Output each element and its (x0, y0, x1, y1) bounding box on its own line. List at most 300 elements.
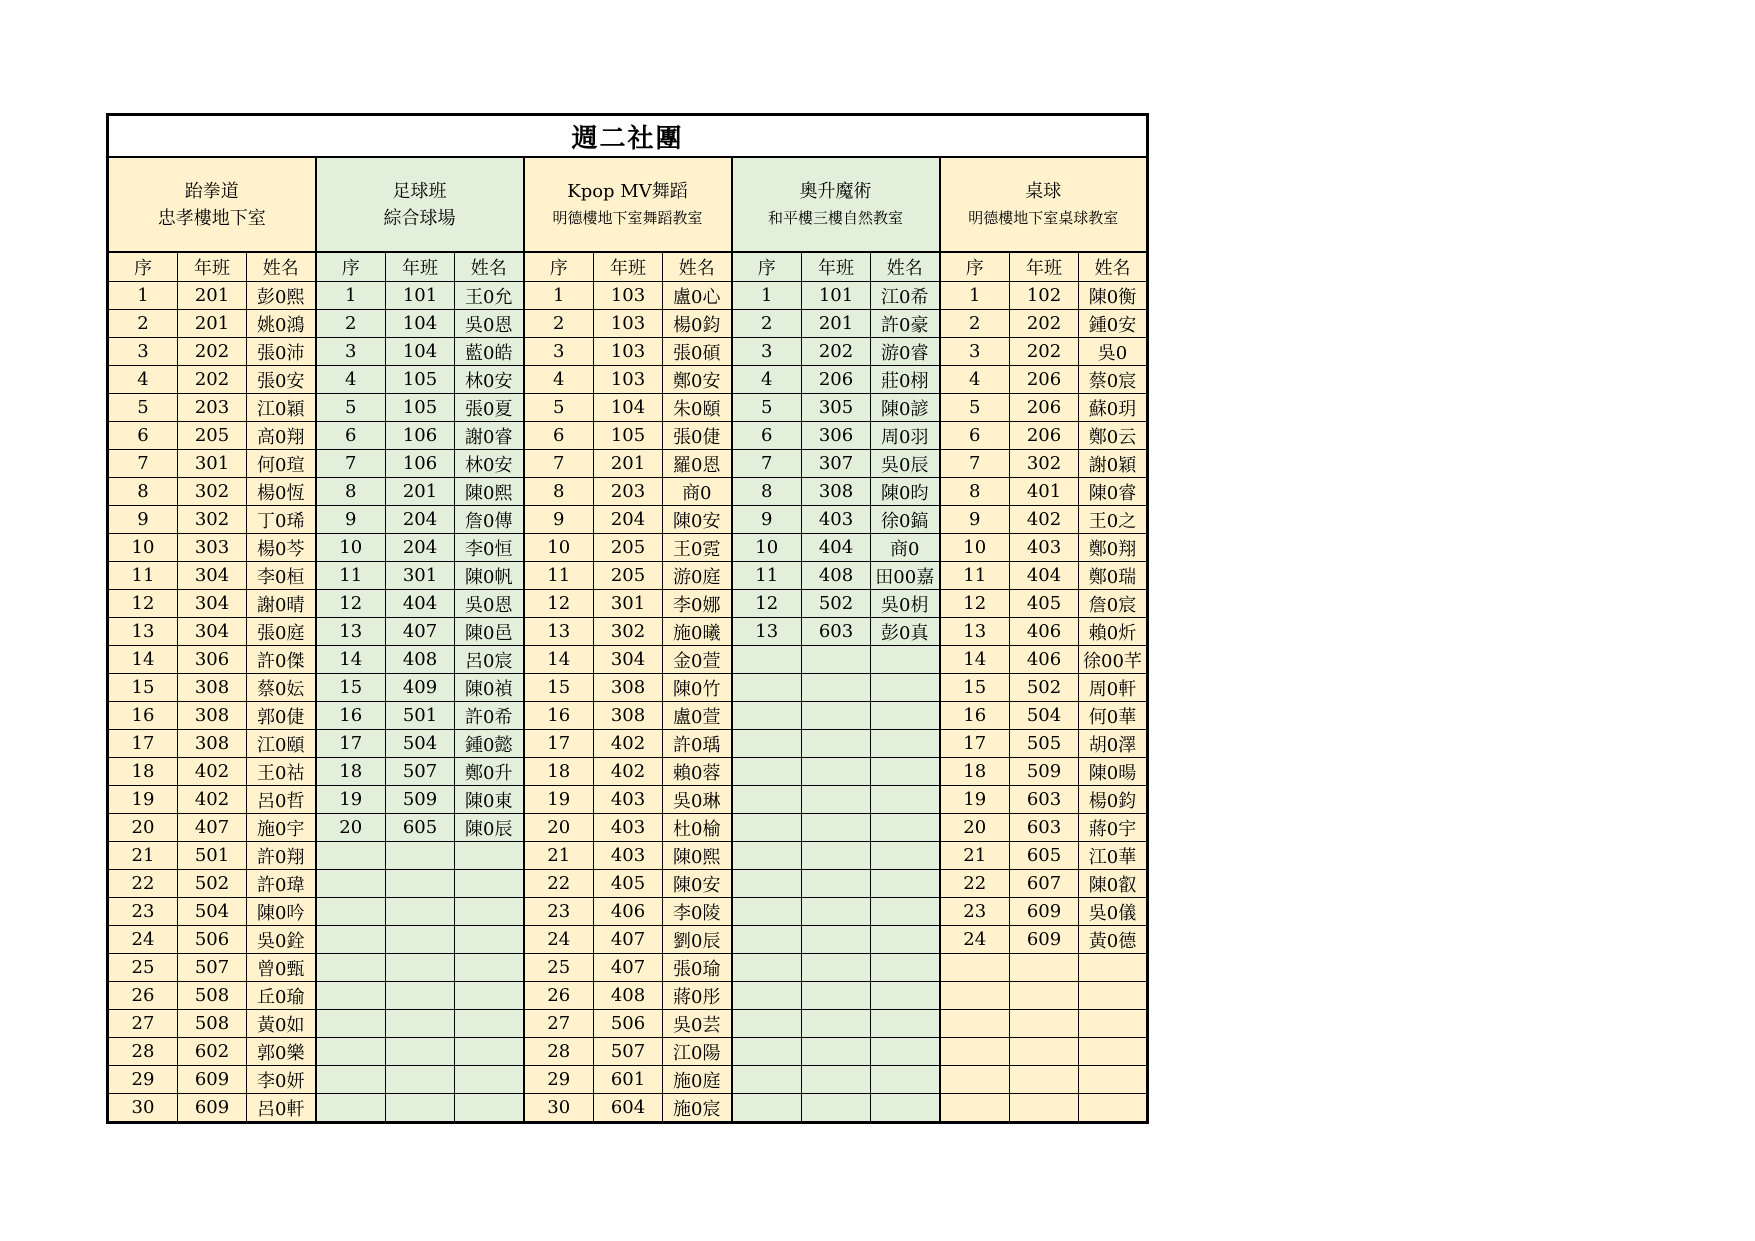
seq-cell: 11 (524, 562, 594, 590)
class-cell: 304 (178, 562, 247, 590)
class-cell: 402 (1010, 506, 1079, 534)
name-cell: 江0陽 (663, 1038, 732, 1066)
seq-cell (732, 982, 802, 1010)
name-cell (1079, 1094, 1148, 1123)
class-cell: 403 (594, 842, 663, 870)
class-cell: 301 (178, 450, 247, 478)
name-cell: 陳0熙 (455, 478, 524, 506)
seq-cell (940, 1010, 1010, 1038)
class-cell: 206 (1010, 422, 1079, 450)
name-cell: 郭0樂 (247, 1038, 316, 1066)
name-cell: 吳0辰 (871, 450, 940, 478)
class-cell: 601 (594, 1066, 663, 1094)
seq-cell: 12 (940, 590, 1010, 618)
name-cell: 羅0恩 (663, 450, 732, 478)
club-location: 綜合球場 (383, 207, 456, 229)
name-cell: 盧0心 (663, 282, 732, 310)
class-cell: 104 (386, 310, 455, 338)
name-cell: 徐00芊 (1079, 646, 1148, 674)
class-cell: 407 (386, 618, 455, 646)
name-cell: 商0 (871, 534, 940, 562)
seq-cell: 9 (524, 506, 594, 534)
seq-cell: 2 (108, 310, 178, 338)
class-cell: 406 (1010, 618, 1079, 646)
class-cell: 502 (1010, 674, 1079, 702)
seq-cell: 23 (524, 898, 594, 926)
club-name: 跆拳道 (184, 180, 239, 202)
seq-cell (732, 926, 802, 954)
name-cell: 劉0辰 (663, 926, 732, 954)
name-cell (1079, 1038, 1148, 1066)
seq-cell: 20 (316, 814, 386, 842)
class-cell: 402 (178, 758, 247, 786)
club-name: 桌球 (1025, 180, 1062, 202)
seq-cell (316, 898, 386, 926)
club-header (524, 157, 732, 252)
table-row (108, 674, 1148, 702)
class-cell (1010, 982, 1079, 1010)
seq-cell (732, 954, 802, 982)
class-cell: 204 (594, 506, 663, 534)
seq-cell: 25 (108, 954, 178, 982)
column-header: 序 (732, 252, 802, 282)
table-row (108, 534, 1148, 562)
seq-cell: 29 (108, 1066, 178, 1094)
name-cell (455, 954, 524, 982)
class-cell: 402 (594, 758, 663, 786)
class-cell: 106 (386, 422, 455, 450)
class-cell: 204 (386, 534, 455, 562)
name-cell: 吳0枂 (871, 590, 940, 618)
seq-cell: 10 (732, 534, 802, 562)
name-cell: 楊0鈞 (1079, 786, 1148, 814)
class-cell (1010, 1038, 1079, 1066)
class-cell: 509 (1010, 758, 1079, 786)
class-cell: 504 (1010, 702, 1079, 730)
name-cell: 丁0琋 (247, 506, 316, 534)
seq-cell: 18 (524, 758, 594, 786)
seq-cell: 8 (940, 478, 1010, 506)
class-cell: 603 (1010, 786, 1079, 814)
seq-cell: 9 (316, 506, 386, 534)
seq-cell: 21 (524, 842, 594, 870)
seq-cell: 11 (316, 562, 386, 590)
seq-cell (732, 898, 802, 926)
seq-cell: 5 (732, 394, 802, 422)
table-row (108, 394, 1148, 422)
seq-cell: 2 (316, 310, 386, 338)
class-cell: 504 (178, 898, 247, 926)
name-cell (871, 842, 940, 870)
class-cell: 403 (802, 506, 871, 534)
table-row (108, 1094, 1148, 1123)
class-cell (1010, 954, 1079, 982)
name-cell (871, 1010, 940, 1038)
name-cell: 施0宇 (247, 814, 316, 842)
class-cell: 202 (178, 338, 247, 366)
seq-cell: 6 (524, 422, 594, 450)
seq-cell: 2 (940, 310, 1010, 338)
name-cell: 林0安 (455, 366, 524, 394)
class-cell (802, 702, 871, 730)
name-cell: 鄭0安 (663, 366, 732, 394)
seq-cell: 6 (316, 422, 386, 450)
class-cell: 308 (594, 702, 663, 730)
class-cell: 103 (594, 282, 663, 310)
class-cell (802, 758, 871, 786)
seq-cell: 3 (524, 338, 594, 366)
column-header: 年班 (802, 252, 871, 282)
class-cell: 306 (802, 422, 871, 450)
seq-cell (732, 646, 802, 674)
class-cell: 103 (594, 366, 663, 394)
name-cell: 蔣0宇 (1079, 814, 1148, 842)
seq-cell (732, 1066, 802, 1094)
class-cell (802, 870, 871, 898)
seq-cell: 12 (524, 590, 594, 618)
class-cell: 302 (1010, 450, 1079, 478)
seq-cell: 6 (732, 422, 802, 450)
name-cell: 陳0睿 (1079, 478, 1148, 506)
table-row (108, 758, 1148, 786)
seq-cell: 17 (316, 730, 386, 758)
name-cell: 楊0恆 (247, 478, 316, 506)
name-cell: 賴0炘 (1079, 618, 1148, 646)
class-cell: 508 (178, 1010, 247, 1038)
seq-cell: 25 (524, 954, 594, 982)
class-cell: 607 (1010, 870, 1079, 898)
name-cell (1079, 954, 1148, 982)
class-cell (386, 1094, 455, 1123)
class-cell (386, 870, 455, 898)
seq-cell: 19 (108, 786, 178, 814)
name-cell: 許0傑 (247, 646, 316, 674)
class-cell: 302 (178, 506, 247, 534)
name-cell (871, 674, 940, 702)
class-cell (802, 1038, 871, 1066)
table-row (108, 702, 1148, 730)
table-row (108, 1066, 1148, 1094)
column-header: 年班 (1010, 252, 1079, 282)
name-cell (455, 926, 524, 954)
seq-cell: 23 (108, 898, 178, 926)
club-location: 和平樓三樓自然教室 (767, 208, 903, 227)
seq-cell (316, 870, 386, 898)
class-cell: 102 (1010, 282, 1079, 310)
class-cell: 201 (178, 282, 247, 310)
name-cell: 王0霓 (663, 534, 732, 562)
class-cell: 609 (1010, 926, 1079, 954)
club-location: 明德樓地下室舞蹈教室 (552, 208, 703, 227)
name-cell: 許0翔 (247, 842, 316, 870)
seq-cell (316, 1066, 386, 1094)
class-cell: 202 (1010, 338, 1079, 366)
class-cell (802, 954, 871, 982)
class-cell: 508 (178, 982, 247, 1010)
table-row (108, 366, 1148, 394)
name-cell: 王0祜 (247, 758, 316, 786)
class-cell (802, 646, 871, 674)
name-cell: 許0希 (455, 702, 524, 730)
class-cell: 105 (386, 366, 455, 394)
club-header-row (108, 157, 1148, 252)
class-cell (1010, 1094, 1079, 1123)
name-cell: 商0 (663, 478, 732, 506)
name-cell: 姚0鴻 (247, 310, 316, 338)
seq-cell: 9 (108, 506, 178, 534)
seq-cell: 12 (732, 590, 802, 618)
name-cell: 鄭0翔 (1079, 534, 1148, 562)
name-cell (871, 926, 940, 954)
class-cell: 605 (386, 814, 455, 842)
column-header: 姓名 (247, 252, 316, 282)
name-cell (455, 1010, 524, 1038)
seq-cell: 26 (524, 982, 594, 1010)
name-cell: 莊0栩 (871, 366, 940, 394)
name-cell (871, 982, 940, 1010)
name-cell: 鄭0升 (455, 758, 524, 786)
club-roster-table (106, 113, 1149, 1124)
class-cell: 303 (178, 534, 247, 562)
name-cell: 陳0東 (455, 786, 524, 814)
class-cell: 609 (178, 1094, 247, 1123)
seq-cell: 4 (108, 366, 178, 394)
seq-cell: 30 (108, 1094, 178, 1123)
column-header: 序 (524, 252, 594, 282)
name-cell: 江0穎 (247, 394, 316, 422)
class-cell: 402 (594, 730, 663, 758)
class-cell: 305 (802, 394, 871, 422)
class-cell: 505 (1010, 730, 1079, 758)
name-cell: 李0妍 (247, 1066, 316, 1094)
class-cell: 506 (594, 1010, 663, 1038)
table-row (108, 282, 1148, 310)
name-cell (871, 646, 940, 674)
table-row (108, 646, 1148, 674)
class-cell (802, 1010, 871, 1038)
seq-cell: 15 (108, 674, 178, 702)
class-cell: 104 (594, 394, 663, 422)
name-cell: 金0萱 (663, 646, 732, 674)
name-cell: 朱0頤 (663, 394, 732, 422)
class-cell: 302 (178, 478, 247, 506)
seq-cell (316, 1010, 386, 1038)
seq-cell: 21 (108, 842, 178, 870)
class-cell: 104 (386, 338, 455, 366)
seq-cell: 18 (940, 758, 1010, 786)
club-location: 明德樓地下室桌球教室 (968, 208, 1119, 227)
column-header: 姓名 (1079, 252, 1148, 282)
club-name: Kpop MV舞蹈 (567, 180, 688, 202)
class-cell: 301 (386, 562, 455, 590)
name-cell (455, 1038, 524, 1066)
name-cell: 李0娜 (663, 590, 732, 618)
class-cell: 507 (386, 758, 455, 786)
column-header: 姓名 (455, 252, 524, 282)
seq-cell: 3 (108, 338, 178, 366)
table-row (108, 1010, 1148, 1038)
seq-cell (732, 702, 802, 730)
name-cell: 吳0恩 (455, 590, 524, 618)
class-cell: 401 (1010, 478, 1079, 506)
name-cell: 楊0芩 (247, 534, 316, 562)
seq-cell: 14 (316, 646, 386, 674)
column-header: 年班 (178, 252, 247, 282)
seq-cell: 13 (940, 618, 1010, 646)
class-cell: 603 (1010, 814, 1079, 842)
class-cell: 201 (594, 450, 663, 478)
name-cell (871, 870, 940, 898)
seq-cell: 24 (940, 926, 1010, 954)
name-cell: 江0頤 (247, 730, 316, 758)
name-cell: 陳0熙 (663, 842, 732, 870)
seq-cell: 7 (524, 450, 594, 478)
name-cell: 蔡0宸 (1079, 366, 1148, 394)
seq-cell: 19 (940, 786, 1010, 814)
name-cell: 游0睿 (871, 338, 940, 366)
name-cell: 曾0甄 (247, 954, 316, 982)
seq-cell: 11 (108, 562, 178, 590)
name-cell (871, 702, 940, 730)
name-cell: 林0安 (455, 450, 524, 478)
seq-cell: 4 (940, 366, 1010, 394)
class-cell (802, 730, 871, 758)
class-cell (802, 1066, 871, 1094)
class-cell: 609 (178, 1066, 247, 1094)
class-cell (802, 814, 871, 842)
class-cell (386, 898, 455, 926)
column-header: 序 (316, 252, 386, 282)
seq-cell (732, 674, 802, 702)
name-cell: 何0瑄 (247, 450, 316, 478)
name-cell: 楊0鈞 (663, 310, 732, 338)
name-cell: 呂0哲 (247, 786, 316, 814)
seq-cell: 8 (316, 478, 386, 506)
name-cell (871, 786, 940, 814)
name-cell: 吳0恩 (455, 310, 524, 338)
name-cell (455, 898, 524, 926)
table-row (108, 898, 1148, 926)
name-cell: 張0庭 (247, 618, 316, 646)
class-cell: 103 (594, 310, 663, 338)
name-cell: 許0瑋 (247, 870, 316, 898)
seq-cell: 15 (524, 674, 594, 702)
name-cell: 蔡0妘 (247, 674, 316, 702)
class-cell: 308 (178, 730, 247, 758)
class-cell: 206 (802, 366, 871, 394)
name-cell: 田00嘉 (871, 562, 940, 590)
name-cell: 吳0芸 (663, 1010, 732, 1038)
name-cell: 盧0萱 (663, 702, 732, 730)
seq-cell: 28 (108, 1038, 178, 1066)
name-cell (1079, 982, 1148, 1010)
seq-cell: 1 (108, 282, 178, 310)
seq-cell: 1 (940, 282, 1010, 310)
class-cell (386, 842, 455, 870)
seq-cell: 13 (316, 618, 386, 646)
class-cell: 501 (386, 702, 455, 730)
page-title: 週二社團 (108, 115, 1148, 158)
seq-cell: 11 (732, 562, 802, 590)
seq-cell: 2 (524, 310, 594, 338)
name-cell: 何0華 (1079, 702, 1148, 730)
name-cell: 謝0晴 (247, 590, 316, 618)
name-cell (871, 954, 940, 982)
name-cell: 陳0叡 (1079, 870, 1148, 898)
seq-cell (316, 1094, 386, 1123)
column-header: 序 (940, 252, 1010, 282)
class-cell: 509 (386, 786, 455, 814)
name-cell: 鍾0懿 (455, 730, 524, 758)
seq-cell: 22 (108, 870, 178, 898)
seq-cell: 8 (108, 478, 178, 506)
name-cell: 謝0穎 (1079, 450, 1148, 478)
name-cell: 丘0瑜 (247, 982, 316, 1010)
seq-cell: 13 (108, 618, 178, 646)
class-cell: 204 (386, 506, 455, 534)
seq-cell: 27 (108, 1010, 178, 1038)
name-cell: 蔣0彤 (663, 982, 732, 1010)
class-cell: 307 (802, 450, 871, 478)
name-cell: 王0允 (455, 282, 524, 310)
class-cell (802, 786, 871, 814)
name-cell: 陳0帆 (455, 562, 524, 590)
name-cell: 陳0禎 (455, 674, 524, 702)
seq-cell: 1 (316, 282, 386, 310)
table-row (108, 982, 1148, 1010)
name-cell: 李0桓 (247, 562, 316, 590)
name-cell (455, 870, 524, 898)
club-location: 忠孝樓地下室 (157, 207, 266, 229)
seq-cell (940, 1038, 1010, 1066)
name-cell: 游0庭 (663, 562, 732, 590)
class-cell: 201 (802, 310, 871, 338)
club-name: 足球班 (392, 180, 447, 202)
class-cell (802, 982, 871, 1010)
name-cell: 施0庭 (663, 1066, 732, 1094)
class-cell (386, 1010, 455, 1038)
class-cell: 206 (1010, 366, 1079, 394)
seq-cell (732, 730, 802, 758)
seq-cell: 24 (524, 926, 594, 954)
class-cell (802, 898, 871, 926)
name-cell (455, 982, 524, 1010)
seq-cell: 3 (732, 338, 802, 366)
table-row (108, 618, 1148, 646)
class-cell (802, 842, 871, 870)
seq-cell: 17 (524, 730, 594, 758)
table-row (108, 422, 1148, 450)
class-cell: 105 (594, 422, 663, 450)
class-cell: 101 (386, 282, 455, 310)
class-cell (802, 1094, 871, 1123)
class-cell: 202 (1010, 310, 1079, 338)
name-cell: 施0曦 (663, 618, 732, 646)
seq-cell: 14 (524, 646, 594, 674)
seq-cell: 12 (316, 590, 386, 618)
name-cell (1079, 1066, 1148, 1094)
class-cell (1010, 1066, 1079, 1094)
class-cell: 407 (178, 814, 247, 842)
name-cell: 李0陵 (663, 898, 732, 926)
seq-cell: 15 (940, 674, 1010, 702)
seq-cell: 10 (524, 534, 594, 562)
seq-cell: 10 (940, 534, 1010, 562)
name-cell: 胡0澤 (1079, 730, 1148, 758)
seq-cell: 14 (940, 646, 1010, 674)
class-cell: 106 (386, 450, 455, 478)
name-cell: 李0恒 (455, 534, 524, 562)
